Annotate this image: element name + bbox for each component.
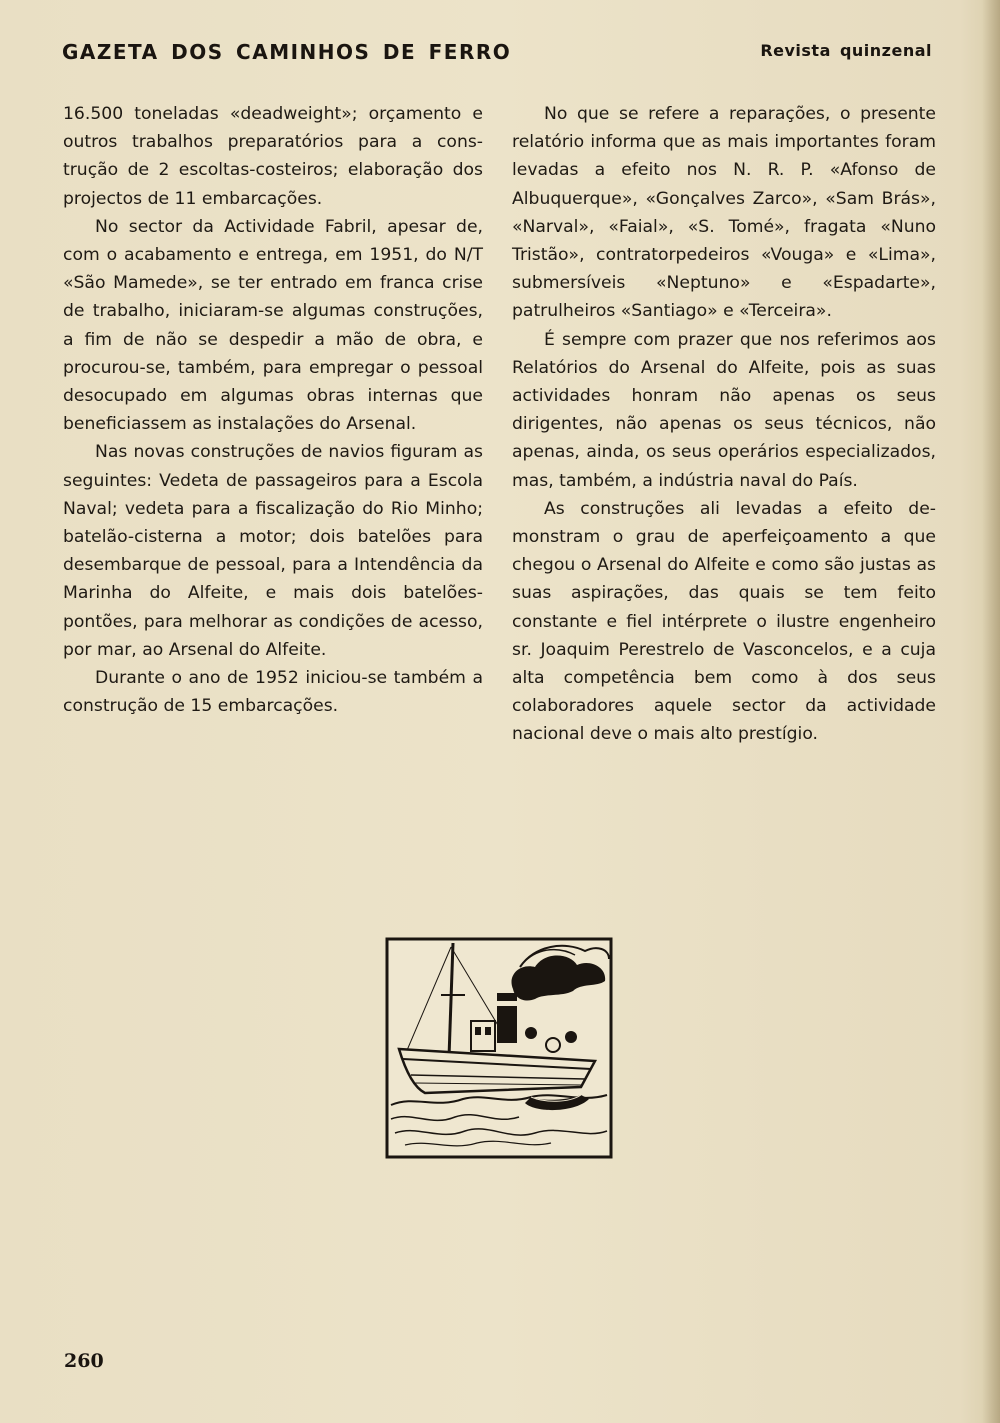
magazine-subtitle: Revista quinzenal xyxy=(760,41,932,60)
tugboat-woodcut-icon xyxy=(385,937,613,1159)
paragraph: Durante o ano de 1952 iniciou-se também a construção de 15 embarcações. xyxy=(63,668,483,717)
paragraph: No sector da Actividade Fabril, apesar de, com o acabamento e entrega, em 1951, do N/T «São Mamede», se ter entrado em franca crise de trabalho, iniciaram-se algumas construções, a fim de não se despedir a mão de obra, e procurou-se, também, para empregar o pessoal desocupado em algumas obras internas que beneficiassem as instalações do Arsenal. xyxy=(63,216,483,435)
page-number: 260 xyxy=(64,1350,104,1372)
right-text-column xyxy=(512,100,936,749)
paragraph: As construções ali levadas a efeito demonstram o grau de aperfeiçoamento a que chegou o Arsenal do Alfeite e como são justas as suas aspirações, das quais se tem feito constante e fiel intérprete o ilustre engenheiro sr. Joaquim Perestrelo de Vasconcelos, e a cuja alta competência bem como à dos seus colaboradores aquele sector da actividade nacional deve o mais alto prestígio. xyxy=(512,498,936,745)
left-text-column xyxy=(63,100,483,720)
page-edge-shadow xyxy=(982,0,1000,1423)
paragraph: Nas novas construções de navios figuram as seguintes: Vedeta de passageiros para a Escola Naval; vedeta para a fiscalização do Rio Minho; batelão-cisterna a motor; dois batelões para desembarque de pessoal, para a Intendência da Marinha do Alfeite, e mais dois batelões-pontões, para melhorar as condições de acesso, por mar, ao Arsenal do Alfeite. xyxy=(63,442,483,660)
paragraph: No que se refere a reparações, o presente relatório informa que as mais importantes foram levadas a efeito nos N. R. P. «Afonso de Albuquerque», «Gonçalves Zarco», «Sam Brás», «Narval», «Faial», «S. Tomé», fragata «Nuno Tristão», contratorpedeiros «Vouga» e «Lima», submersíveis «Neptuno» e «Espadarte», patrulheiros «Santiago» e «Terceira». xyxy=(512,104,936,322)
paragraph: É sempre com prazer que nos referimos aos Relatórios do Arsenal do Alfeite, pois as suas actividades honram não apenas os seus dirigentes, não apenas os seus técnicos, não apenas, ainda, os seus operários especializados, mas, também, a indústria naval do País. xyxy=(512,329,936,491)
magazine-title: GAZETA DOS CAMINHOS DE FERRO xyxy=(62,40,512,64)
paragraph: 16.500 toneladas «deadweight»; orçamento e outros trabalhos preparatórios para a construção de 2 escoltas-costeiros; elaboração dos projectos de 11 embarcações. xyxy=(63,104,483,209)
